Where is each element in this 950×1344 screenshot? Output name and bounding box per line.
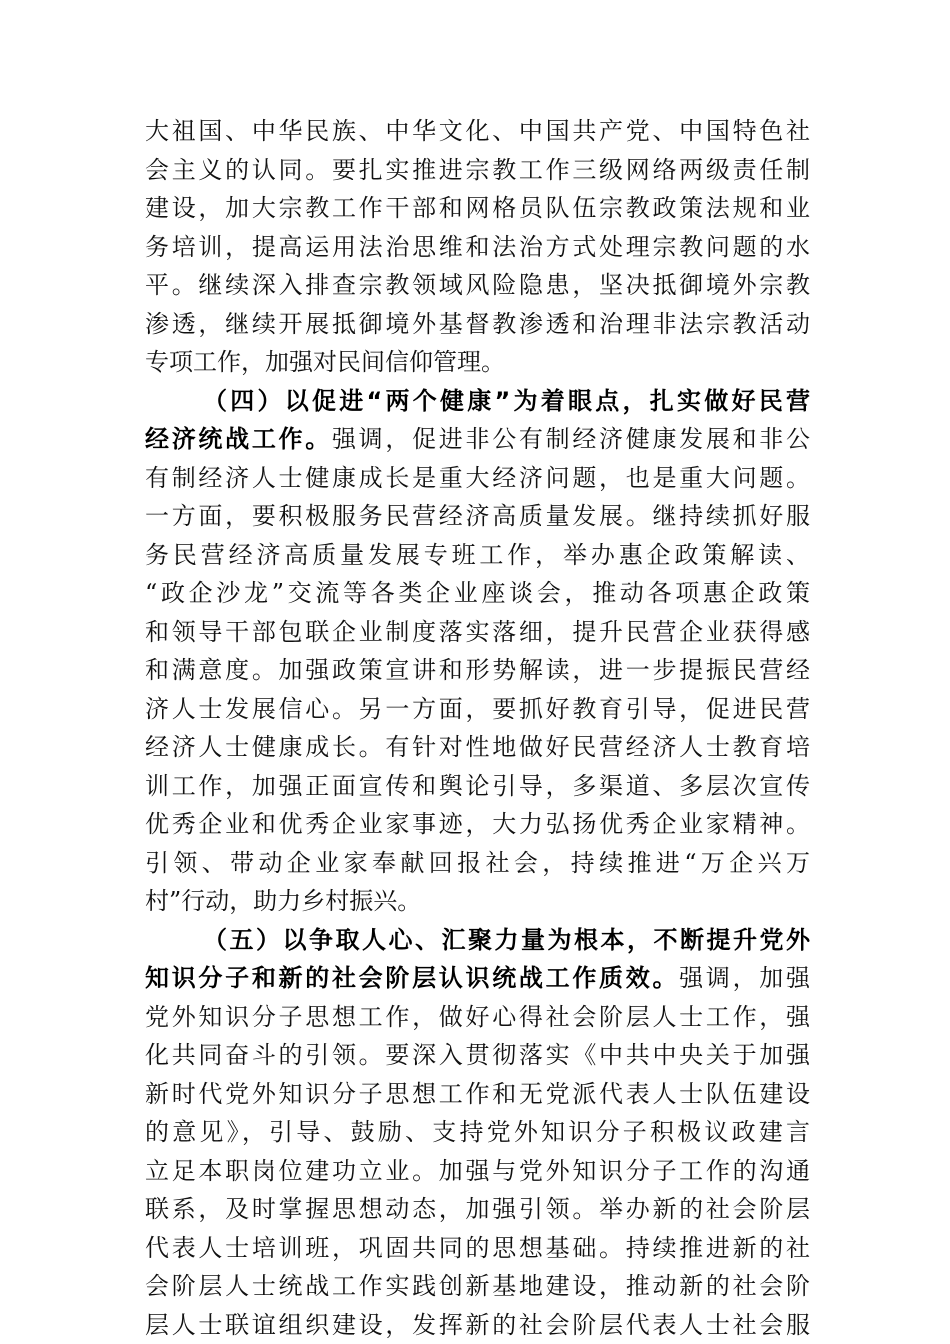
text-line: 会主义的认同。要扎实推进宗教工作三级网络两级责任制: [145, 155, 810, 184]
text-line: 务培训，提高运用法治思维和法治方式处理宗教问题的水: [145, 232, 810, 261]
text-line: 和满意度。加强政策宣讲和形势解读，进一步提振民营经: [145, 656, 810, 684]
section-heading-four: [145, 382, 810, 421]
text-line: 平。继续深入排查宗教领域风险隐患，坚决抵御境外宗教: [145, 271, 810, 299]
text-line: 经济人士健康成长。有针对性地做好民营经济人士教育培: [145, 733, 810, 761]
heading-text: （五）以争取人心、汇聚力量为根本，不断提升党外: [203, 925, 810, 954]
text-line: 渗透，继续开展抵御境外基督教渗透和治理非法宗教活动: [145, 309, 810, 338]
text-line: “政企沙龙”交流等各类企业座谈会，推动各项惠企政策: [145, 579, 810, 607]
text-line: 建设，加大宗教工作干部和网格员队伍宗教政策法规和业: [145, 194, 810, 222]
text-line: 层人士联谊组织建设，发挥新的社会阶层代表人士社会服: [145, 1310, 810, 1339]
document-body: [145, 112, 810, 1344]
heading-text: 知识分子和新的社会阶层认识统战工作质效。: [145, 964, 680, 992]
text-line: 济人士发展信心。另一方面，要抓好教育引导，促进民营: [145, 694, 810, 723]
text-line: 一方面，要积极服务民营经济高质量发展。继持续抓好服: [145, 502, 810, 530]
text-line: 经济统战工作。强调，促进非公有制经济健康发展和非公: [145, 425, 811, 453]
text-line: 代表人士培训班，巩固共同的思想基础。持续推进新的社: [145, 1233, 810, 1262]
text-line: 联系，及时掌握思想动态，加强引领。举办新的社会阶层: [145, 1195, 810, 1223]
text-line: 党外知识分子思想工作，做好心得社会阶层人士工作，强: [145, 1002, 810, 1031]
text-line: 知识分子和新的社会阶层认识统战工作质效。强调，加强: [145, 964, 811, 992]
text-line: 化共同奋斗的引领。要深入贯彻落实《中共中央关于加强: [145, 1041, 810, 1069]
heading-text: （四）以促进“两个健康”为着眼点，扎实做好民营: [203, 386, 810, 415]
text-line: 新时代党外知识分子思想工作和无党派代表人士队伍建设: [145, 1079, 810, 1108]
text-line: 村”行动，助力乡村振兴。: [145, 887, 422, 915]
text-line: 训工作，加强正面宣传和舆论引导，多渠道、多层次宣传: [145, 771, 810, 800]
text-line: 立足本职岗位建功立业。加强与党外知识分子工作的沟通: [145, 1156, 810, 1185]
text-line: 大祖国、中华民族、中华文化、中国共产党、中国特色社: [145, 117, 810, 145]
section-heading-five: [145, 921, 810, 960]
text-line: 的意见》，引导、鼓励、支持党外知识分子积极议政建言: [145, 1118, 810, 1146]
text-line: 有制经济人士健康成长是重大经济问题，也是重大问题。: [145, 463, 810, 492]
text-line: 和领导干部包联企业制度落实落细，提升民营企业获得感: [145, 617, 810, 646]
text-line: 引领、带动企业家奉献回报社会，持续推进“万企兴万: [145, 848, 810, 877]
heading-text: 经济统战工作。: [145, 425, 332, 453]
text-line: 务民营经济高质量发展专班工作，举办惠企政策解读、: [145, 540, 810, 569]
text-line: 会阶层人士统战工作实践创新基地建设，推动新的社会阶: [145, 1272, 810, 1300]
text-line: 优秀企业和优秀企业家事迹，大力弘扬优秀企业家精神。: [145, 810, 810, 838]
text-line: 专项工作，加强对民间信仰管理。: [145, 348, 505, 376]
